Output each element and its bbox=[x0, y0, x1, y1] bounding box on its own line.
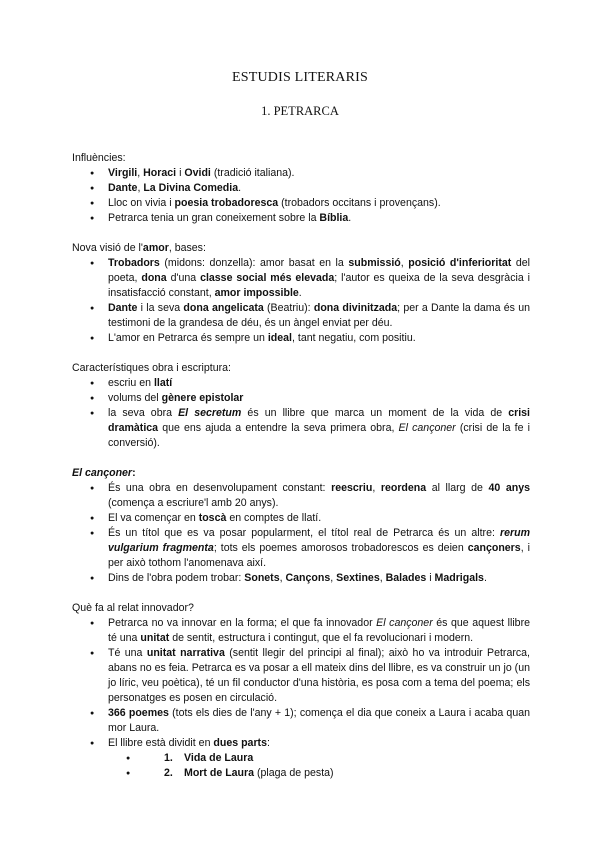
section-innovador bbox=[72, 601, 530, 781]
list-item: ● Té una unitat narrativa (sentit llegir del principi al final); això ho va introduir Petrarca, abans no es feia. Petrarca es va posar a ell mateix dins del llibre, es va construir un jo (un jo líric, veu poètica), té un fil conductor d'una història, es posa com a tema del poema; els personatges es posen en circulació. bbox=[72, 646, 530, 706]
list-influencies bbox=[72, 166, 530, 226]
list-item: ● Petrarca tenia un gran coneixement sobre la Bíblia. bbox=[72, 211, 530, 226]
heading-canconer: El cançoner: bbox=[72, 467, 136, 479]
document-body bbox=[72, 151, 530, 796]
section-title: 1. PETRARCA bbox=[261, 104, 339, 118]
section-influencies bbox=[72, 151, 530, 226]
list-item: ● la seva obra El secretum és un llibre que marca un moment de la vida de crisi dramàtica que ens ajuda a entendre la seva primera obra, El cançoner (crisi de la fe i conversió). bbox=[72, 406, 530, 451]
list-item: ● Trobadors (midons: donzella): amor basat en la submissió, posició d'inferioritat del poeta, dona d'una classe social més elevada; l'autor es queixa de la seva desgràcia i insatisfacció constant, amor impossible. bbox=[72, 256, 530, 301]
list-item: ● És una obra en desenvolupament constant: reescriu, reordena al llarg de 40 anys (comença a escriure'l amb 20 anys). bbox=[72, 481, 530, 511]
section-caracteristiques bbox=[72, 361, 530, 451]
list-item: ● Lloc on vivia i poesia trobadoresca (trobadors occitans i provençans). bbox=[72, 196, 530, 211]
heading-amor: Nova visió de l'amor, bases: bbox=[72, 242, 206, 254]
numbered-item: ● 1. Vida de Laura bbox=[108, 751, 530, 766]
section-amor bbox=[72, 241, 530, 346]
list-item: ● El llibre està dividit en dues parts: ● 1. Vida de Laura ● 2. Mort de Laura (plaga de pesta) bbox=[72, 736, 530, 781]
heading-innovador: Què fa al relat innovador? bbox=[72, 602, 194, 614]
list-item: ● Dante i la seva dona angelicata (Beatriu): dona divinitzada; per a Dante la dama és un testimoni de la grandesa de déu, és un àngel enviat per déu. bbox=[72, 301, 530, 331]
numbered-item: ● 2. Mort de Laura (plaga de pesta) bbox=[108, 766, 530, 781]
list-amor bbox=[72, 256, 530, 346]
list-item: ● És un títol que es va posar popularment, el títol real de Petrarca és un altre: rerum vulgarium fragmenta; tots els poemes amorosos trobadorescos es deien cançoners, i per això tothom l'anomenava així. bbox=[72, 526, 530, 571]
list-item: ● volums del gènere epistolar bbox=[72, 391, 530, 406]
heading-caracteristiques: Característiques obra i escriptura: bbox=[72, 362, 231, 374]
numbered-list-parts bbox=[108, 751, 530, 781]
list-caracteristiques bbox=[72, 376, 530, 451]
list-canconer bbox=[72, 481, 530, 586]
list-item: ● Petrarca no va innovar en la forma; el que fa innovador El cançoner és que aquest llibre té una unitat de sentit, estructura i contingut, que el fa revolucionari i modern. bbox=[72, 616, 530, 646]
list-item: ● 366 poemes (tots els dies de l'any + 1); comença el dia que coneix a Laura i acaba quan mor Laura. bbox=[72, 706, 530, 736]
list-item: ● El va començar en toscà en comptes de llatí. bbox=[72, 511, 530, 526]
document-title: ESTUDIS LITERARIS bbox=[231, 70, 368, 85]
list-item: ● Dins de l'obra podem trobar: Sonets, Cançons, Sextines, Balades i Madrigals. bbox=[72, 571, 530, 586]
list-item: ● Dante, La Divina Comedia. bbox=[72, 181, 530, 196]
list-item: ● escriu en llatí bbox=[72, 376, 530, 391]
list-item: ● Virgili, Horaci i Ovidi (tradició italiana). bbox=[72, 166, 530, 181]
section-canconer bbox=[72, 466, 530, 586]
list-innovador bbox=[72, 616, 530, 781]
heading-influencies: Influències: bbox=[72, 152, 126, 164]
list-item: ● L'amor en Petrarca és sempre un ideal, tant negatiu, com positiu. bbox=[72, 331, 530, 346]
